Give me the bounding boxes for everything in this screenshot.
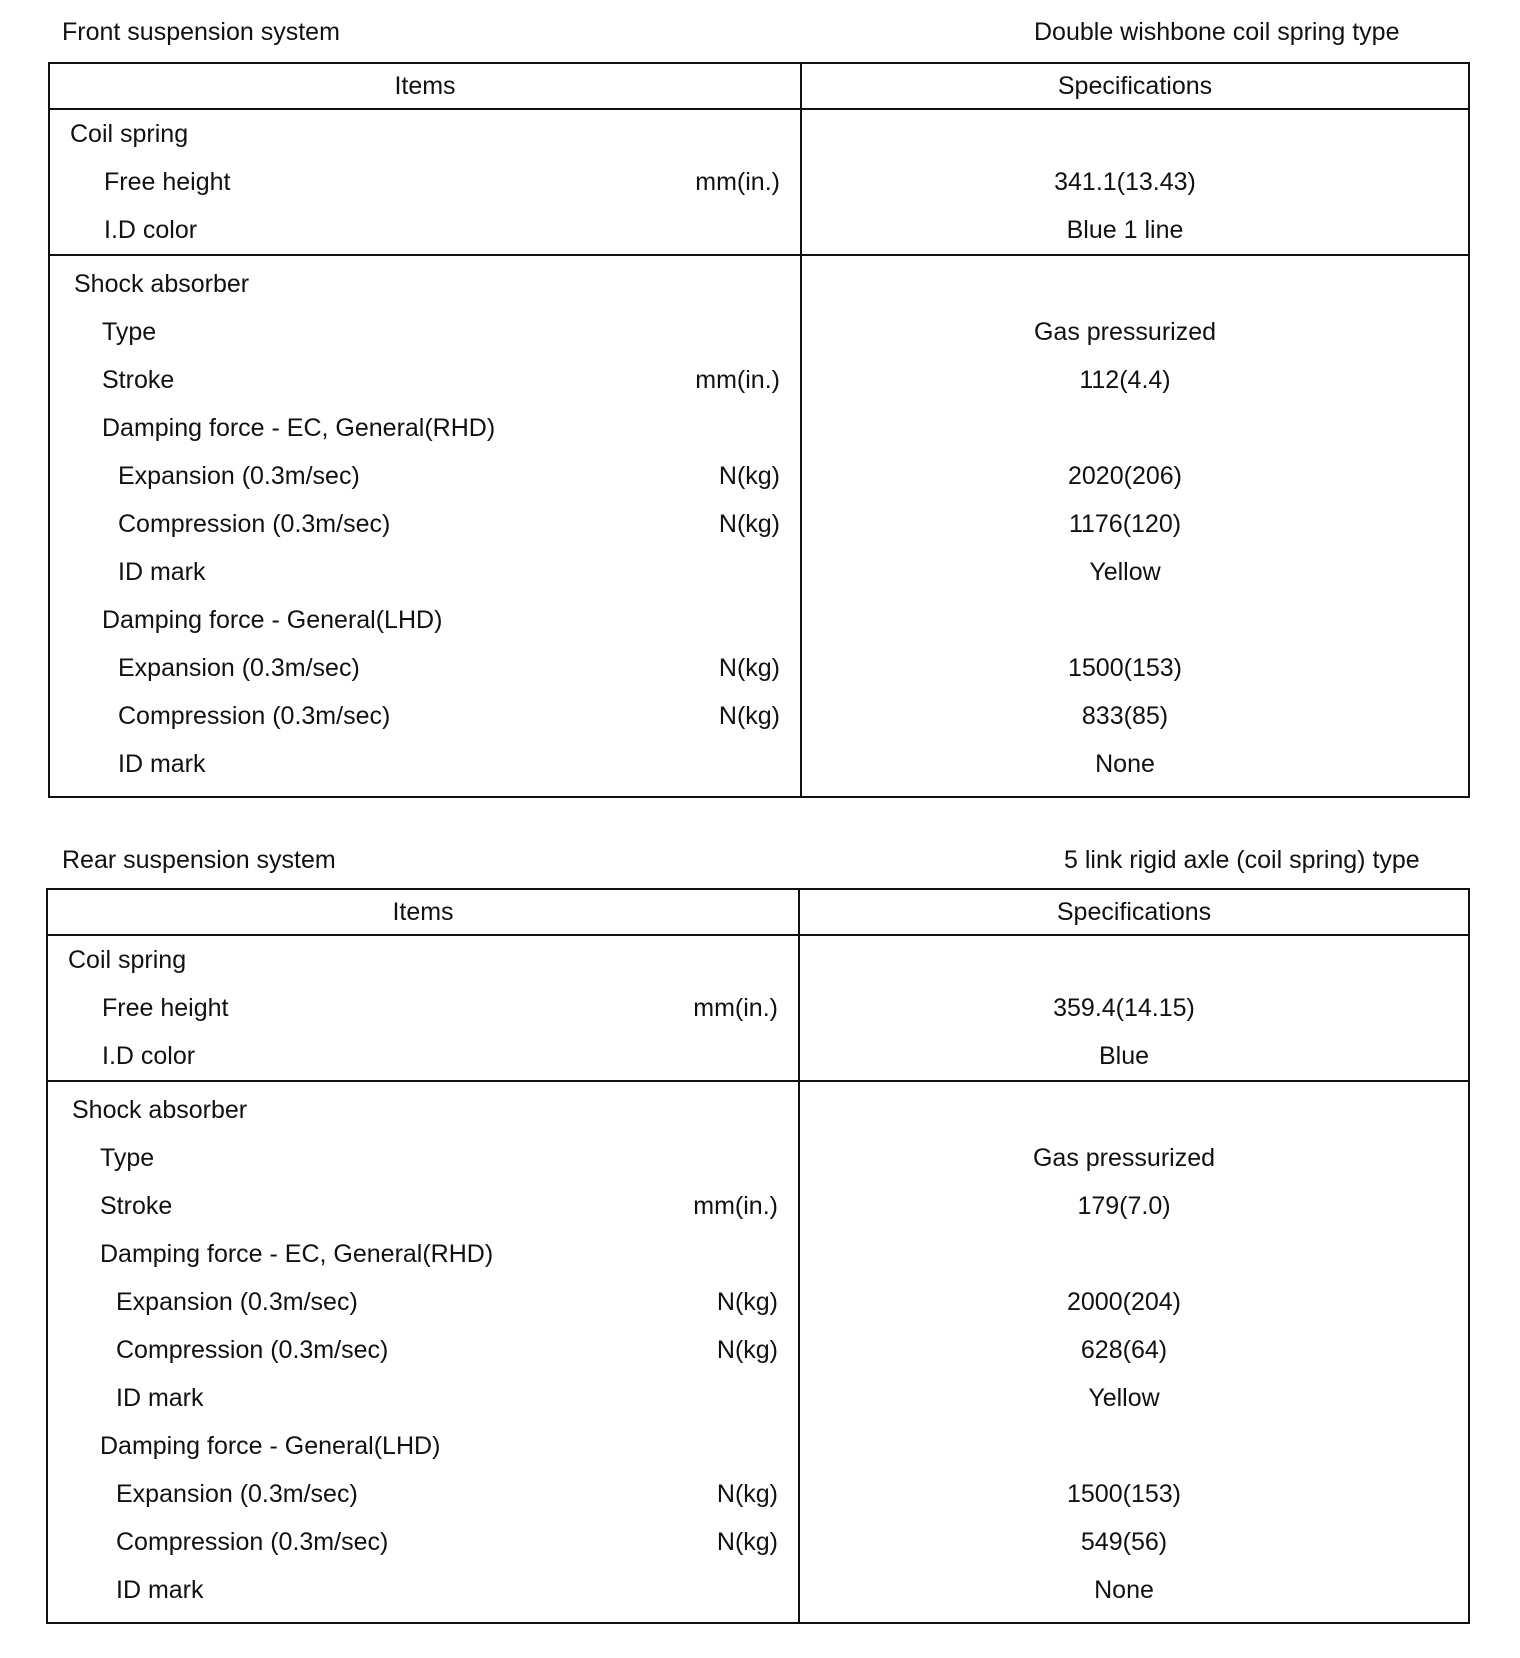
rear-rhd-id-mark-value: Yellow bbox=[1088, 1384, 1160, 1412]
rear-free-height-value: 359.4(14.15) bbox=[1053, 994, 1195, 1022]
rear-rhd-compression-label: Compression (0.3m/sec) bbox=[116, 1336, 389, 1364]
rear-rhd-expansion-unit: N(kg) bbox=[716, 1288, 778, 1316]
front-lhd-expansion-value: 1500(153) bbox=[1068, 654, 1182, 682]
rear-shock-absorber-group bbox=[47, 1081, 1469, 1623]
front-id-color-label: I.D color bbox=[104, 216, 198, 244]
rear-rhd-expansion-label: Expansion (0.3m/sec) bbox=[116, 1288, 358, 1316]
rear-id-color-label: I.D color bbox=[102, 1042, 196, 1070]
rear-lhd-compression-unit: N(kg) bbox=[716, 1528, 778, 1556]
rear-stroke-unit: mm(in.) bbox=[693, 1192, 778, 1220]
rear-spec-table bbox=[46, 888, 1470, 1624]
front-free-height-label: Free height bbox=[104, 168, 231, 196]
front-coil-spring-label: Coil spring bbox=[70, 120, 189, 148]
front-rhd-compression-value: 1176(120) bbox=[1068, 510, 1182, 538]
front-lhd-compression-label: Compression (0.3m/sec) bbox=[118, 702, 391, 730]
front-stroke-label: Stroke bbox=[102, 366, 175, 394]
front-rhd-compression-label: Compression (0.3m/sec) bbox=[118, 510, 391, 538]
rear-section-title: Rear suspension system bbox=[62, 846, 336, 874]
rear-table-header bbox=[47, 889, 1469, 935]
front-rhd-id-mark-value: Yellow bbox=[1089, 558, 1161, 586]
front-lhd-compression-value: 833(85) bbox=[1081, 702, 1169, 730]
rear-lhd-compression-value: 549(56) bbox=[1080, 1528, 1168, 1556]
front-shock-absorber-label: Shock absorber bbox=[74, 270, 250, 298]
front-stroke-value: 112(4.4) bbox=[1079, 366, 1171, 394]
rear-rhd-id-mark-label: ID mark bbox=[116, 1384, 204, 1412]
rear-header-items: Items bbox=[47, 889, 799, 935]
rear-free-height-label: Free height bbox=[102, 994, 229, 1022]
front-header-specifications: Specifications bbox=[801, 63, 1469, 109]
front-type-value: Gas pressurized bbox=[1033, 318, 1217, 346]
front-title-row bbox=[0, 18, 1520, 54]
front-lhd-damping-label: Damping force - General(LHD) bbox=[102, 606, 443, 634]
front-type-label: Type bbox=[102, 318, 157, 346]
rear-type-value: Gas pressurized bbox=[1032, 1144, 1216, 1172]
rear-stroke-label: Stroke bbox=[100, 1192, 173, 1220]
rear-rhd-expansion-value: 2000(204) bbox=[1067, 1288, 1181, 1316]
front-lhd-id-mark-label: ID mark bbox=[118, 750, 206, 778]
front-spec-table bbox=[48, 62, 1470, 798]
rear-lhd-id-mark-value: None bbox=[1094, 1576, 1154, 1604]
rear-type-label: Type bbox=[100, 1144, 155, 1172]
rear-rhd-compression-unit: N(kg) bbox=[716, 1336, 778, 1364]
rear-shock-absorber-label: Shock absorber bbox=[72, 1096, 248, 1124]
rear-lhd-expansion-unit: N(kg) bbox=[716, 1480, 778, 1508]
front-id-color-value: Blue 1 line bbox=[1066, 216, 1184, 244]
front-rhd-compression-unit: N(kg) bbox=[718, 510, 780, 538]
rear-coil-spring-group bbox=[47, 935, 1469, 1081]
front-rhd-damping-label: Damping force - EC, General(RHD) bbox=[102, 414, 496, 442]
front-table-header bbox=[49, 63, 1469, 109]
front-shock-absorber-group bbox=[49, 255, 1469, 797]
rear-header-specifications: Specifications bbox=[799, 889, 1469, 935]
rear-lhd-damping-label: Damping force - General(LHD) bbox=[100, 1432, 441, 1460]
front-rhd-expansion-unit: N(kg) bbox=[718, 462, 780, 490]
rear-id-color-value: Blue bbox=[1098, 1042, 1150, 1070]
rear-title-row bbox=[0, 846, 1520, 882]
front-free-height-value: 341.1(13.43) bbox=[1054, 168, 1196, 196]
front-section-title: Front suspension system bbox=[62, 18, 340, 46]
rear-stroke-value: 179(7.0) bbox=[1077, 1192, 1171, 1220]
front-free-height-unit: mm(in.) bbox=[695, 168, 780, 196]
front-rhd-expansion-value: 2020(206) bbox=[1068, 462, 1182, 490]
front-lhd-id-mark-value: None bbox=[1095, 750, 1155, 778]
front-coil-spring-group bbox=[49, 109, 1469, 255]
front-stroke-unit: mm(in.) bbox=[695, 366, 780, 394]
rear-lhd-compression-label: Compression (0.3m/sec) bbox=[116, 1528, 389, 1556]
rear-rhd-damping-label: Damping force - EC, General(RHD) bbox=[100, 1240, 494, 1268]
rear-coil-spring-label: Coil spring bbox=[68, 946, 187, 974]
rear-lhd-id-mark-label: ID mark bbox=[116, 1576, 204, 1604]
front-header-items: Items bbox=[49, 63, 801, 109]
front-rhd-expansion-label: Expansion (0.3m/sec) bbox=[118, 462, 360, 490]
rear-free-height-unit: mm(in.) bbox=[693, 994, 778, 1022]
front-suspension-type: Double wishbone coil spring type bbox=[1034, 18, 1400, 46]
front-lhd-expansion-unit: N(kg) bbox=[718, 654, 780, 682]
rear-suspension-type: 5 link rigid axle (coil spring) type bbox=[1064, 846, 1420, 874]
rear-rhd-compression-value: 628(64) bbox=[1080, 1336, 1168, 1364]
front-lhd-expansion-label: Expansion (0.3m/sec) bbox=[118, 654, 360, 682]
front-lhd-compression-unit: N(kg) bbox=[718, 702, 780, 730]
rear-lhd-expansion-label: Expansion (0.3m/sec) bbox=[116, 1480, 358, 1508]
front-rhd-id-mark-label: ID mark bbox=[118, 558, 206, 586]
rear-lhd-expansion-value: 1500(153) bbox=[1067, 1480, 1181, 1508]
